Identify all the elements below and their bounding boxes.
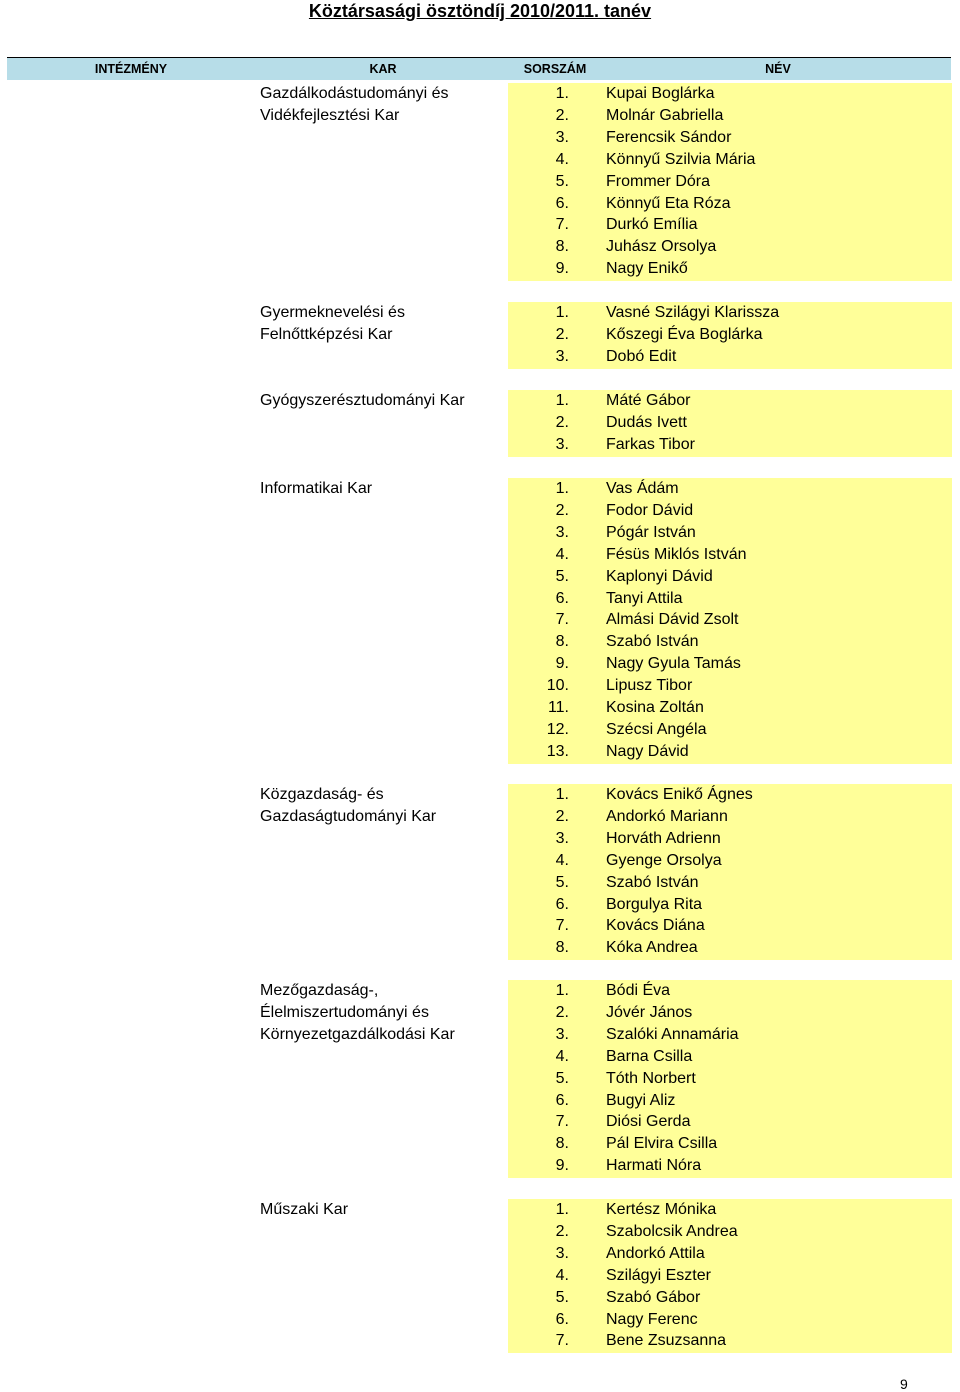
student-name: Nagy Dávid [606, 742, 689, 760]
student-name: Farkas Tibor [606, 435, 695, 453]
table-row [508, 850, 952, 872]
row-number: 4. [555, 1047, 569, 1065]
table-row [508, 980, 952, 1002]
student-name: Szilágyi Eszter [606, 1266, 711, 1284]
table-row [508, 915, 952, 937]
row-number: 10. [546, 677, 569, 695]
faculty-rows [508, 980, 952, 1178]
row-number: 1. [555, 85, 569, 102]
row-number: 3. [555, 1244, 569, 1262]
table-row [508, 1090, 952, 1112]
row-number: 1. [555, 304, 569, 321]
student-name: Kertész Mónika [606, 1201, 717, 1218]
table-row [508, 390, 952, 412]
row-number: 6. [555, 194, 569, 212]
page-title: Köztársasági ösztöndíj 2010/2011. tanév [308, 1, 652, 21]
table-row [508, 828, 952, 850]
student-name: Kovács Enikő Ágnes [606, 786, 753, 803]
student-name: Bene Zsuzsanna [606, 1332, 727, 1350]
table-row [508, 1133, 952, 1155]
table-row [508, 193, 952, 215]
student-name: Lipusz Tibor [606, 677, 693, 695]
student-name: Molnár Gabriella [606, 106, 724, 124]
table-row [508, 302, 952, 324]
student-name: Könnyű Szilvia Mária [606, 150, 756, 168]
table-row [508, 522, 952, 544]
student-name: Szécsi Angéla [606, 720, 707, 738]
header-nev: NÉV [765, 62, 791, 76]
student-name: Ferencsik Sándor [606, 128, 732, 146]
student-name: Borgulya Rita [606, 895, 703, 913]
faculty-name: Gyógyszerésztudományi Kar [260, 392, 465, 409]
table-row [508, 675, 952, 697]
table-row [508, 937, 952, 959]
student-name: Bódi Éva [606, 982, 671, 999]
row-number: 1. [555, 392, 569, 409]
table-row [508, 346, 952, 368]
row-number: 8. [555, 238, 569, 256]
faculty-name: Műszaki Kar [260, 1201, 349, 1218]
table-row [508, 1024, 952, 1046]
row-number: 9. [555, 1157, 569, 1175]
table-row [508, 1155, 952, 1177]
row-number: 3. [555, 435, 569, 453]
row-number: 5. [555, 172, 569, 190]
row-number: 4. [555, 1266, 569, 1284]
student-name: Szalóki Annamária [606, 1025, 739, 1043]
row-number: 7. [555, 917, 569, 935]
student-name: Nagy Gyula Tamás [606, 655, 741, 673]
table-row [508, 741, 952, 763]
student-name: Pál Elvira Csilla [606, 1135, 718, 1153]
row-number: 2. [555, 1222, 569, 1240]
table-row [508, 236, 952, 258]
student-name: Tóth Norbert [606, 1069, 696, 1087]
header-kar: KAR [369, 62, 397, 76]
row-number: 4. [555, 150, 569, 168]
row-number: 3. [555, 829, 569, 847]
faculty-name: Informatikai Kar [260, 480, 373, 497]
student-name: Juhász Orsolya [606, 238, 717, 256]
table-row [508, 1287, 952, 1309]
table-header [7, 57, 951, 80]
row-number: 5. [555, 567, 569, 585]
faculty-name: Gyermeknevelési és Felnőttképzési Kar [260, 304, 405, 343]
faculty-rows [508, 83, 952, 281]
student-name: Nagy Ferenc [606, 1310, 698, 1328]
table-row [508, 1330, 952, 1352]
row-number: 3. [555, 128, 569, 146]
table-row [508, 631, 952, 653]
table-row [508, 1221, 952, 1243]
student-name: Kupai Boglárka [606, 85, 715, 102]
student-name: Kovács Diána [606, 917, 705, 935]
faculty-rows [508, 302, 952, 369]
row-number: 9. [555, 260, 569, 278]
student-name: Szabó István [606, 873, 699, 891]
table-row [508, 806, 952, 828]
row-number: 2. [555, 325, 569, 343]
table-row [508, 1309, 952, 1331]
student-name: Dudás Ivett [606, 413, 687, 431]
row-number: 3. [555, 1025, 569, 1043]
student-name: Vasné Szilágyi Klarissza [606, 304, 780, 321]
table-row [508, 1046, 952, 1068]
table-row [508, 1002, 952, 1024]
row-number: 6. [555, 1310, 569, 1328]
student-name: Pógár István [606, 523, 696, 541]
student-name: Szabó Gábor [606, 1288, 701, 1306]
student-name: Tanyi Attila [606, 589, 683, 607]
table-row [508, 872, 952, 894]
row-number: 1. [555, 480, 569, 497]
row-number: 5. [555, 1069, 569, 1087]
student-name: Vas Ádám [606, 480, 679, 497]
table-row [508, 105, 952, 127]
table-row [508, 1243, 952, 1265]
faculty-rows [508, 784, 952, 960]
header-sorszam: SORSZÁM [523, 62, 587, 76]
table-row [508, 258, 952, 280]
row-number: 6. [555, 895, 569, 913]
row-number: 3. [555, 347, 569, 365]
row-number: 6. [555, 1091, 569, 1109]
table-row [508, 544, 952, 566]
student-name: Dobó Edit [606, 347, 677, 365]
student-name: Frommer Dóra [606, 172, 711, 190]
row-number: 2. [555, 501, 569, 519]
row-number: 6. [555, 589, 569, 607]
table-row [508, 653, 952, 675]
row-number: 1. [555, 1201, 569, 1218]
row-number: 7. [555, 1113, 569, 1131]
row-number: 8. [555, 633, 569, 651]
row-number: 5. [555, 873, 569, 891]
student-name: Andorkó Mariann [606, 807, 728, 825]
student-name: Barna Csilla [606, 1047, 693, 1065]
row-number: 13. [546, 742, 569, 760]
faculty-name: Gazdálkodástudományi és Vidékfejlesztési Kar [260, 85, 449, 124]
student-name: Könnyű Eta Róza [606, 194, 731, 212]
row-number: 5. [555, 1288, 569, 1306]
row-number: 4. [555, 545, 569, 563]
student-name: Fodor Dávid [606, 501, 694, 519]
row-number: 2. [555, 1003, 569, 1021]
table-row [508, 609, 952, 631]
student-name: Bugyi Aliz [606, 1091, 676, 1109]
table-row [508, 1199, 952, 1221]
student-name: Szabolcsik Andrea [606, 1222, 738, 1240]
table-row [508, 588, 952, 610]
row-number: 3. [555, 523, 569, 541]
row-number: 8. [555, 1135, 569, 1153]
table-row [508, 566, 952, 588]
table-row [508, 83, 952, 105]
header-intezmeny: INTÉZMÉNY [94, 62, 168, 76]
faculty-rows [508, 1199, 952, 1353]
student-name: Harmati Nóra [606, 1157, 702, 1175]
table-row [508, 1068, 952, 1090]
student-name: Nagy Enikő [606, 260, 688, 278]
table-row [508, 719, 952, 741]
table-row [508, 697, 952, 719]
table-row [508, 500, 952, 522]
row-number: 8. [555, 939, 569, 957]
row-number: 4. [555, 851, 569, 869]
table-row [508, 171, 952, 193]
student-name: Gyenge Orsolya [606, 851, 722, 869]
student-name: Fésüs Miklós István [606, 545, 747, 563]
student-name: Durkó Emília [606, 216, 698, 234]
student-name: Kőszegi Éva Boglárka [606, 325, 763, 343]
row-number: 1. [555, 786, 569, 803]
row-number: 12. [546, 720, 569, 738]
row-number: 11. [547, 699, 569, 716]
table-row [508, 149, 952, 171]
faculty-name: Közgazdaság- és Gazdaságtudományi Kar [260, 786, 437, 825]
table-row [508, 784, 952, 806]
student-name: Máté Gábor [606, 392, 691, 409]
table-row [508, 324, 952, 346]
table-row [508, 1265, 952, 1287]
student-name: Horváth Adrienn [606, 829, 721, 847]
row-number: 2. [555, 807, 569, 825]
table-row [508, 478, 952, 500]
student-name: Diósi Gerda [606, 1113, 691, 1131]
faculty-rows [508, 478, 952, 764]
row-number: 2. [555, 413, 569, 431]
row-number: 7. [555, 216, 569, 234]
student-name: Kosina Zoltán [606, 699, 704, 716]
page-number: 9 [900, 1376, 908, 1392]
student-name: Almási Dávid Zsolt [606, 611, 739, 629]
table-row [508, 434, 952, 456]
faculty-rows [508, 390, 952, 457]
table-row [508, 214, 952, 236]
faculty-name: Mezőgazdaság-, Élelmiszertudományi és Környezetgazdálkodási Kar [260, 982, 455, 1043]
table-row [508, 127, 952, 149]
row-number: 2. [555, 106, 569, 124]
student-name: Kóka Andrea [606, 939, 698, 957]
row-number: 1. [555, 982, 569, 999]
row-number: 9. [555, 655, 569, 673]
table-row [508, 1111, 952, 1133]
table-row [508, 894, 952, 916]
student-name: Jóvér János [606, 1003, 693, 1021]
student-name: Kaplonyi Dávid [606, 567, 713, 585]
student-name: Andorkó Attila [606, 1244, 705, 1262]
table-row [508, 412, 952, 434]
row-number: 7. [555, 1332, 569, 1350]
student-name: Szabó István [606, 633, 699, 651]
row-number: 7. [555, 611, 569, 629]
